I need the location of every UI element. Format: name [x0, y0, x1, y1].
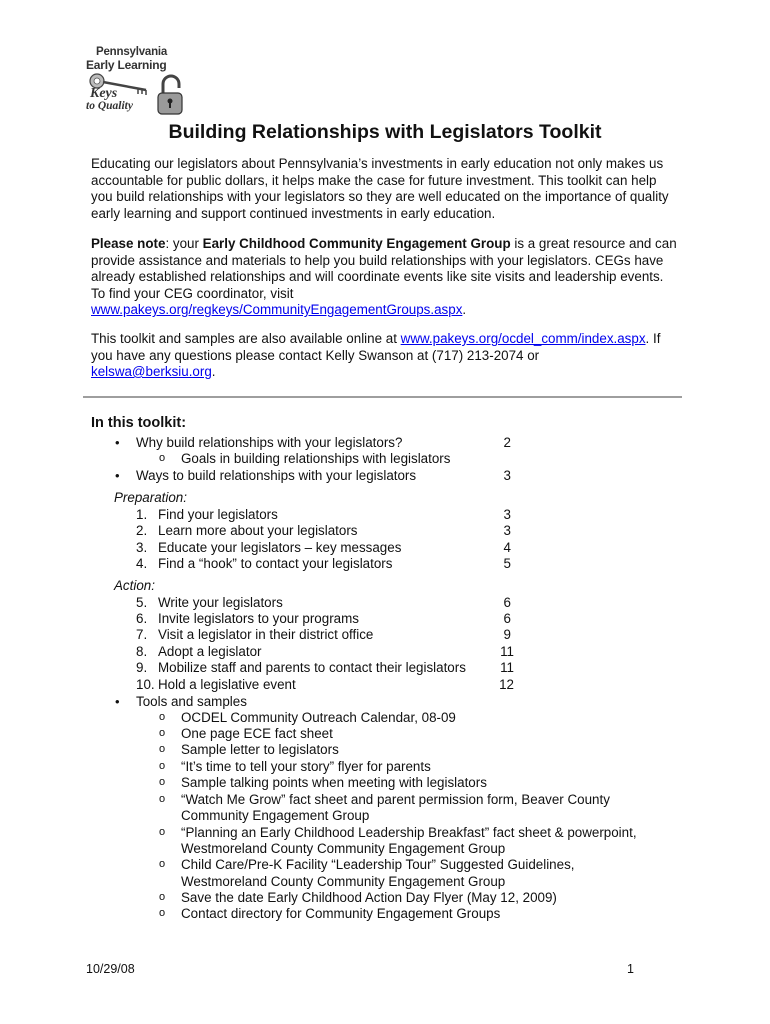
hollow-bullet-icon: o — [159, 891, 166, 903]
toc-item-number: 1. — [136, 507, 148, 522]
page-title: Building Relationships with Legislators Toolkit — [168, 121, 602, 143]
toc-item[interactable]: Ways to build relationships with your legislators — [136, 468, 417, 483]
hollow-bullet-icon: o — [159, 727, 166, 739]
logo-line-1: Pennsylvania — [96, 46, 168, 58]
toc-heading: In this toolkit: — [91, 415, 187, 431]
toc-item-number: 9. — [136, 660, 148, 675]
toc-item-number: 7. — [136, 627, 148, 642]
toc-page-number: 4 — [503, 540, 511, 555]
logo-keys-text: Keys — [90, 86, 118, 101]
note-text-b: is a great resource and can provide assistance and materials to help you build relationships with your legislators. CEGs have already established relationships and will coordinate events like site visits and leadership events. To find your CEG coordinator, visit — [91, 236, 677, 301]
hollow-bullet-icon: o — [159, 858, 166, 870]
tool-item[interactable]: Child Care/Pre-K Facility “Leadership Tour” Suggested Guidelines, — [181, 857, 575, 872]
note-paragraph — [91, 236, 681, 319]
bullet-icon: • — [115, 694, 120, 709]
toc-page-number: 5 — [503, 556, 511, 571]
toc-item[interactable]: Why build relationships with your legislators? — [136, 435, 403, 450]
tool-item[interactable]: Contact directory for Community Engagement Groups — [181, 906, 501, 921]
tool-item-continued[interactable]: Westmoreland County Community Engagement Group — [181, 841, 506, 856]
logo-quality-text: to Quality — [86, 100, 133, 112]
toc-item[interactable]: Invite legislators to your programs — [158, 611, 359, 626]
tool-item-continued[interactable]: Community Engagement Group — [181, 808, 370, 823]
note-label: Please note — [91, 236, 166, 251]
toc-item[interactable]: Find a “hook” to contact your legislators — [158, 556, 393, 571]
intro-paragraph: Educating our legislators about Pennsylvania’s investments in early education not only makes us accountable for public dollars, it helps make the case for future investment. This toolkit can help you build relationships with your legislators so they are well educated on the importance of quality early learning and support continued investments in early education. — [91, 156, 669, 221]
toc-item-number: 3. — [136, 540, 148, 555]
footer-page-number: 1 — [627, 962, 634, 976]
hollow-bullet-icon: o — [159, 826, 166, 838]
online-text-b: . If you have any questions please contact Kelly Swanson at (717) 213-2074 or — [91, 331, 661, 363]
toc-page-number: 9 — [503, 627, 511, 642]
toc-item[interactable]: Tools and samples — [136, 694, 247, 709]
tool-item[interactable]: Sample letter to legislators — [181, 742, 339, 757]
toc-page-number: 6 — [503, 611, 511, 626]
toc-item[interactable]: Adopt a legislator — [158, 644, 262, 659]
tool-item[interactable]: “It’s time to tell your story” flyer for parents — [181, 759, 431, 774]
toolkit-online-link[interactable]: www.pakeys.org/ocdel_comm/index.aspx — [400, 331, 646, 346]
online-text-a: This toolkit and samples are also available online at — [91, 331, 401, 346]
hollow-bullet-icon: o — [159, 793, 166, 805]
toc-page-number: 6 — [503, 595, 511, 610]
toc-item[interactable]: Find your legislators — [158, 507, 278, 522]
toc-page-number: 12 — [499, 677, 514, 692]
toc-item-number: 8. — [136, 644, 148, 659]
toc-item[interactable]: Write your legislators — [158, 595, 283, 610]
toc-page-number: 11 — [500, 660, 514, 675]
toc-item[interactable]: Hold a legislative event — [158, 677, 296, 692]
online-paragraph — [91, 331, 681, 381]
action-heading: Action: — [114, 578, 155, 593]
toc-page-number: 2 — [503, 435, 511, 450]
hollow-bullet-icon: o — [159, 776, 166, 788]
bullet-icon: • — [115, 468, 120, 483]
toc-page-number: 3 — [503, 468, 511, 483]
toc-page-number: 11 — [500, 644, 514, 659]
tool-item[interactable]: “Planning an Early Childhood Leadership Breakfast” fact sheet & powerpoint, — [181, 825, 637, 840]
toc-subitem[interactable]: Goals in building relationships with legislators — [181, 451, 451, 466]
logo-line-2: Early Learning — [86, 58, 167, 72]
tool-item[interactable]: Save the date Early Childhood Action Day Flyer (May 12, 2009) — [181, 890, 557, 905]
tool-item[interactable]: Sample talking points when meeting with legislators — [181, 775, 487, 790]
hollow-bullet-icon: o — [159, 743, 166, 755]
padlock-icon — [156, 74, 184, 116]
toc-page-number: 3 — [503, 507, 511, 522]
footer-date: 10/29/08 — [86, 962, 135, 976]
bullet-icon: • — [115, 435, 120, 450]
tool-item-continued[interactable]: Westmoreland County Community Engagement Group — [181, 874, 506, 889]
toc-item[interactable]: Learn more about your legislators — [158, 523, 358, 538]
hollow-bullet-icon: o — [159, 711, 166, 723]
pennsylvania-early-learning-logo — [86, 44, 186, 118]
ceg-group-name: Early Childhood Community Engagement Group — [202, 236, 511, 251]
toc-item-number: 6. — [136, 611, 148, 626]
toc-item-number: 4. — [136, 556, 148, 571]
hollow-bullet-icon: o — [159, 452, 166, 464]
toc-item-number: 2. — [136, 523, 148, 538]
note-end: . — [462, 302, 467, 317]
contact-email-link[interactable]: kelswa@berksiu.org — [91, 364, 212, 379]
toc-item[interactable]: Mobilize staff and parents to contact their legislators — [158, 660, 466, 675]
toc-item-number: 10. — [136, 677, 155, 692]
toc-page-number: 3 — [503, 523, 511, 538]
preparation-heading: Preparation: — [114, 490, 187, 505]
tool-item[interactable]: One page ECE fact sheet — [181, 726, 333, 741]
horizontal-divider — [83, 396, 682, 398]
online-end: . — [211, 364, 216, 379]
toc-item[interactable]: Educate your legislators – key messages — [158, 540, 402, 555]
toc-item-number: 5. — [136, 595, 148, 610]
tool-item[interactable]: OCDEL Community Outreach Calendar, 08-09 — [181, 710, 456, 725]
toc-item[interactable]: Visit a legislator in their district office — [158, 627, 374, 642]
tool-item[interactable]: “Watch Me Grow” fact sheet and parent permission form, Beaver County — [181, 792, 610, 807]
note-text-a: : your — [165, 236, 203, 251]
ceg-link[interactable]: www.pakeys.org/regkeys/CommunityEngagementGroups.aspx — [91, 302, 463, 317]
hollow-bullet-icon: o — [159, 760, 166, 772]
hollow-bullet-icon: o — [159, 907, 166, 919]
